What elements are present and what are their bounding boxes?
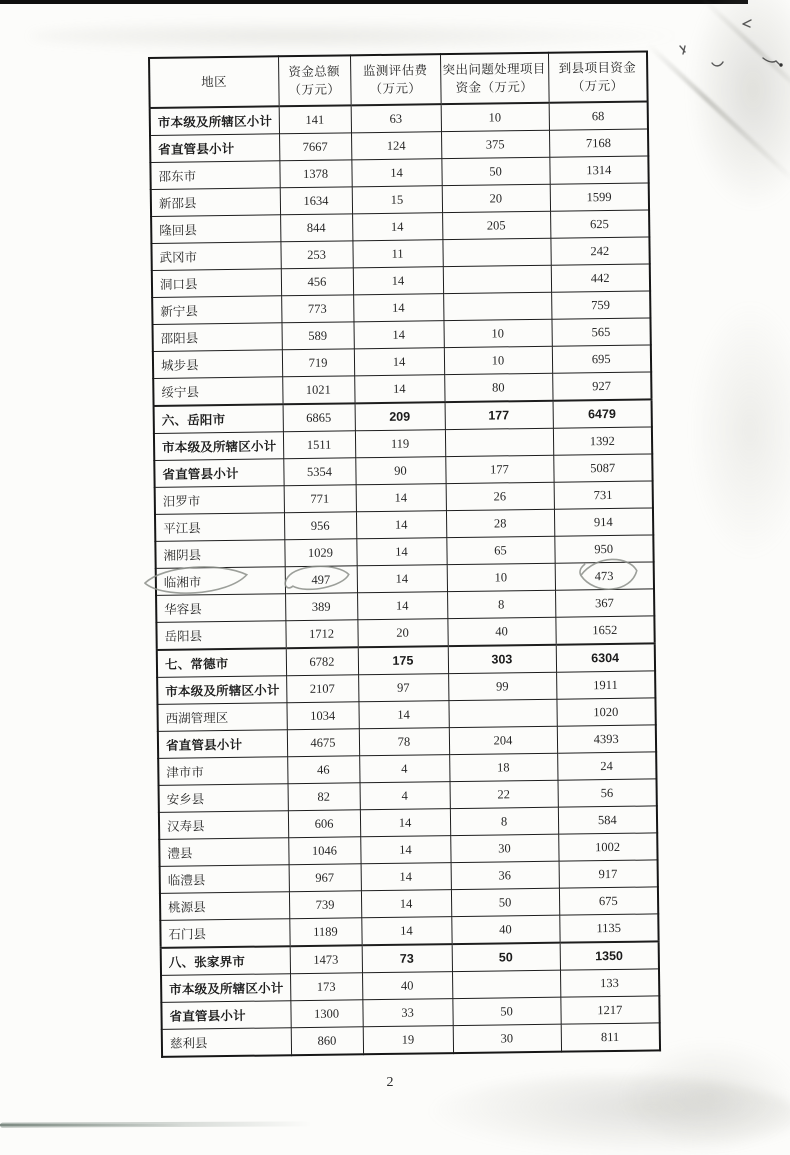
value-cell: 14	[360, 836, 450, 864]
value-cell: 589	[281, 322, 353, 350]
value-cell: 927	[552, 372, 651, 401]
value-cell: 1314	[549, 156, 648, 184]
value-cell: 30	[453, 1024, 561, 1053]
value-cell: 40	[447, 617, 555, 646]
header-row	[149, 51, 648, 108]
value-cell: 14	[352, 213, 442, 241]
value-cell: 950	[554, 535, 653, 563]
region-cell: 省直管县小计	[150, 134, 279, 163]
value-cell: 28	[446, 509, 554, 537]
scan-smudge-top-right	[688, 0, 790, 210]
value-cell: 50	[452, 943, 560, 972]
value-cell: 14	[354, 348, 444, 376]
value-cell: 204	[449, 726, 557, 754]
region-cell: 隆回县	[151, 215, 280, 244]
value-cell: 14	[351, 159, 441, 187]
value-cell: 20	[442, 184, 550, 212]
value-cell: 860	[291, 1027, 363, 1055]
value-cell: 141	[279, 105, 351, 133]
region-cell: 六、岳阳市	[154, 404, 283, 433]
value-cell: 1021	[282, 376, 354, 404]
value-cell	[442, 238, 550, 266]
value-cell: 14	[357, 565, 447, 593]
value-cell: 15	[352, 186, 442, 214]
column-header: 到县项目资金 （万元）	[548, 51, 648, 102]
value-cell: 19	[363, 1026, 453, 1055]
region-cell: 市本级及所辖区小计	[157, 676, 286, 705]
value-cell: 303	[448, 645, 556, 674]
value-cell: 1634	[280, 187, 352, 215]
value-cell: 1034	[286, 702, 358, 730]
value-cell: 2107	[286, 675, 358, 703]
value-cell: 14	[360, 809, 450, 837]
region-cell: 新邵县	[151, 188, 280, 217]
value-cell: 389	[285, 593, 357, 621]
value-cell	[448, 699, 556, 727]
value-cell: 14	[353, 294, 443, 322]
value-cell: 36	[451, 861, 559, 889]
value-cell: 473	[555, 562, 654, 590]
scan-smudge-bottom-right-2	[620, 1040, 790, 1150]
value-cell: 30	[450, 834, 558, 862]
region-cell: 临湘市	[156, 567, 285, 596]
value-cell: 497	[285, 566, 357, 594]
value-cell: 1217	[560, 996, 659, 1024]
value-cell: 914	[554, 508, 653, 536]
value-cell: 205	[442, 211, 550, 239]
value-cell: 99	[448, 672, 556, 700]
value-cell: 20	[357, 619, 447, 648]
value-cell: 14	[357, 592, 447, 620]
value-cell: 124	[351, 132, 441, 160]
region-cell: 津市市	[158, 757, 287, 786]
value-cell: 1511	[283, 431, 355, 459]
value-cell: 6304	[556, 643, 655, 672]
region-cell: 绥宁县	[153, 377, 282, 406]
value-cell: 1473	[290, 945, 362, 973]
value-cell: 375	[441, 130, 549, 158]
value-cell: 10	[444, 346, 552, 374]
region-cell: 平江县	[155, 513, 284, 542]
value-cell: 14	[356, 538, 446, 566]
region-cell: 澧县	[159, 838, 288, 867]
column-header: 资金总额 （万元）	[278, 55, 351, 106]
region-cell: 慈利县	[162, 1028, 291, 1057]
value-cell: 4	[359, 755, 449, 783]
value-cell: 11	[352, 240, 442, 268]
value-cell: 33	[362, 999, 452, 1027]
region-cell: 西湖管理区	[157, 703, 286, 732]
value-cell: 1350	[560, 941, 659, 970]
region-cell: 省直管县小计	[154, 459, 283, 488]
value-cell: 7667	[279, 133, 351, 161]
value-cell: 40	[362, 972, 452, 1000]
value-cell: 97	[358, 674, 448, 702]
funds-table-head	[149, 51, 648, 108]
value-cell: 82	[288, 783, 360, 811]
region-cell: 临澧县	[160, 865, 289, 894]
region-cell: 岳阳县	[156, 621, 285, 650]
region-cell: 湘阴县	[155, 540, 284, 569]
value-cell: 442	[551, 264, 650, 292]
value-cell: 78	[359, 728, 449, 756]
value-cell: 119	[355, 430, 445, 458]
value-cell: 1300	[290, 1000, 362, 1028]
column-header: 地区	[149, 56, 279, 108]
value-cell: 1029	[284, 539, 356, 567]
value-cell: 10	[443, 319, 551, 347]
value-cell: 26	[446, 482, 554, 510]
value-cell: 731	[554, 481, 653, 509]
value-cell: 4393	[557, 725, 656, 753]
document-table-area	[148, 50, 659, 1057]
value-cell: 606	[288, 810, 360, 838]
value-cell: 14	[361, 890, 451, 918]
value-cell: 14	[356, 511, 446, 539]
region-cell: 市本级及所辖区小计	[154, 432, 283, 461]
value-cell: 14	[361, 863, 451, 891]
funds-table	[148, 50, 661, 1057]
value-cell: 719	[282, 349, 354, 377]
value-cell: 1020	[556, 698, 655, 726]
value-cell: 46	[287, 756, 359, 784]
scan-smudge-top	[30, 20, 690, 52]
page-number: 2	[386, 1075, 394, 1090]
value-cell: 456	[281, 268, 353, 296]
value-cell: 14	[353, 267, 443, 295]
region-cell: 市本级及所辖区小计	[150, 106, 279, 135]
value-cell: 14	[354, 375, 444, 404]
funds-table-body	[150, 101, 660, 1056]
scan-smudge-bottom-right	[430, 1075, 790, 1155]
value-cell: 133	[560, 969, 659, 997]
region-cell: 新宁县	[152, 296, 281, 325]
region-cell: 洞口县	[152, 269, 281, 298]
value-cell: 4675	[287, 729, 359, 757]
region-cell: 汨罗市	[155, 486, 284, 515]
value-cell: 73	[362, 944, 452, 973]
region-cell: 桃源县	[160, 892, 289, 921]
value-cell: 759	[551, 291, 650, 319]
value-cell: 771	[284, 485, 356, 513]
column-header: 监测评估费 （万元）	[350, 54, 441, 105]
value-cell: 1135	[559, 914, 658, 943]
value-cell: 14	[361, 917, 451, 946]
value-cell	[443, 292, 551, 320]
region-cell: 八、张家界市	[161, 946, 290, 975]
value-cell: 50	[452, 997, 560, 1025]
value-cell: 1599	[550, 183, 649, 211]
value-cell	[445, 428, 553, 456]
region-cell: 邵东市	[150, 161, 279, 190]
value-cell: 10	[447, 563, 555, 591]
value-cell: 1189	[289, 918, 361, 946]
value-cell: 8	[450, 807, 558, 835]
value-cell: 956	[284, 512, 356, 540]
value-cell: 1652	[555, 616, 654, 645]
value-cell: 50	[441, 157, 549, 185]
ink-specks	[660, 12, 790, 87]
value-cell: 739	[289, 891, 361, 919]
value-cell: 14	[358, 701, 448, 729]
value-cell: 90	[355, 457, 445, 485]
value-cell: 14	[356, 484, 446, 512]
value-cell: 56	[558, 779, 657, 807]
value-cell: 1392	[553, 427, 652, 455]
value-cell: 253	[280, 241, 352, 269]
value-cell: 1002	[558, 833, 657, 861]
region-cell: 汉寿县	[159, 811, 288, 840]
region-cell: 七、常德市	[157, 648, 286, 677]
value-cell: 175	[358, 646, 448, 675]
value-cell: 80	[444, 373, 552, 402]
paper-fold-crease	[646, 43, 790, 183]
value-cell: 584	[558, 806, 657, 834]
value-cell: 7168	[549, 129, 648, 157]
value-cell: 242	[550, 237, 649, 265]
value-cell: 4	[360, 782, 450, 810]
value-cell: 173	[290, 973, 362, 1001]
value-cell: 1712	[285, 620, 357, 648]
value-cell: 6782	[286, 647, 358, 675]
region-cell: 邵阳县	[153, 323, 282, 352]
value-cell: 68	[549, 101, 648, 130]
value-cell: 1378	[279, 160, 351, 188]
table-row	[162, 1023, 660, 1057]
scan-edge-bottom-left	[0, 1121, 312, 1127]
value-cell: 40	[451, 915, 559, 944]
value-cell	[452, 970, 560, 998]
region-cell: 市本级及所辖区小计	[161, 974, 290, 1003]
value-cell: 5354	[283, 458, 355, 486]
value-cell: 967	[289, 864, 361, 892]
value-cell: 675	[559, 887, 658, 915]
value-cell: 695	[552, 345, 651, 373]
value-cell: 917	[559, 860, 658, 888]
value-cell: 8	[447, 590, 555, 618]
value-cell: 811	[561, 1023, 660, 1052]
value-cell: 6479	[553, 399, 652, 428]
scan-smudge-right	[690, 300, 790, 560]
value-cell: 1046	[288, 837, 360, 865]
value-cell: 65	[446, 536, 554, 564]
value-cell: 773	[281, 295, 353, 323]
column-header: 突出问题处理项目 资金（万元）	[440, 53, 549, 104]
value-cell: 14	[353, 321, 443, 349]
region-cell: 武冈市	[151, 242, 280, 271]
value-cell: 22	[450, 780, 558, 808]
value-cell: 10	[441, 103, 549, 132]
region-cell: 华容县	[156, 594, 285, 623]
paper-fold-crease-2	[698, 0, 790, 101]
value-cell: 177	[445, 455, 553, 483]
value-cell: 177	[445, 401, 553, 430]
region-cell: 石门县	[160, 919, 289, 948]
value-cell: 1911	[556, 671, 655, 699]
value-cell: 625	[550, 210, 649, 238]
region-cell: 省直管县小计	[161, 1001, 290, 1030]
region-cell: 省直管县小计	[158, 730, 287, 759]
value-cell: 63	[351, 104, 441, 133]
region-cell: 安乡县	[159, 784, 288, 813]
value-cell	[443, 265, 551, 293]
value-cell: 6865	[283, 403, 355, 431]
value-cell: 209	[355, 402, 445, 431]
value-cell: 844	[280, 214, 352, 242]
scan-edge-bottom-left-core	[0, 1124, 185, 1126]
value-cell: 5087	[553, 454, 652, 482]
value-cell: 18	[449, 753, 557, 781]
value-cell: 565	[551, 318, 650, 346]
value-cell: 24	[557, 752, 656, 780]
value-cell: 50	[451, 888, 559, 916]
value-cell: 367	[555, 589, 654, 617]
region-cell: 城步县	[153, 350, 282, 379]
scan-edge-top	[0, 0, 748, 4]
